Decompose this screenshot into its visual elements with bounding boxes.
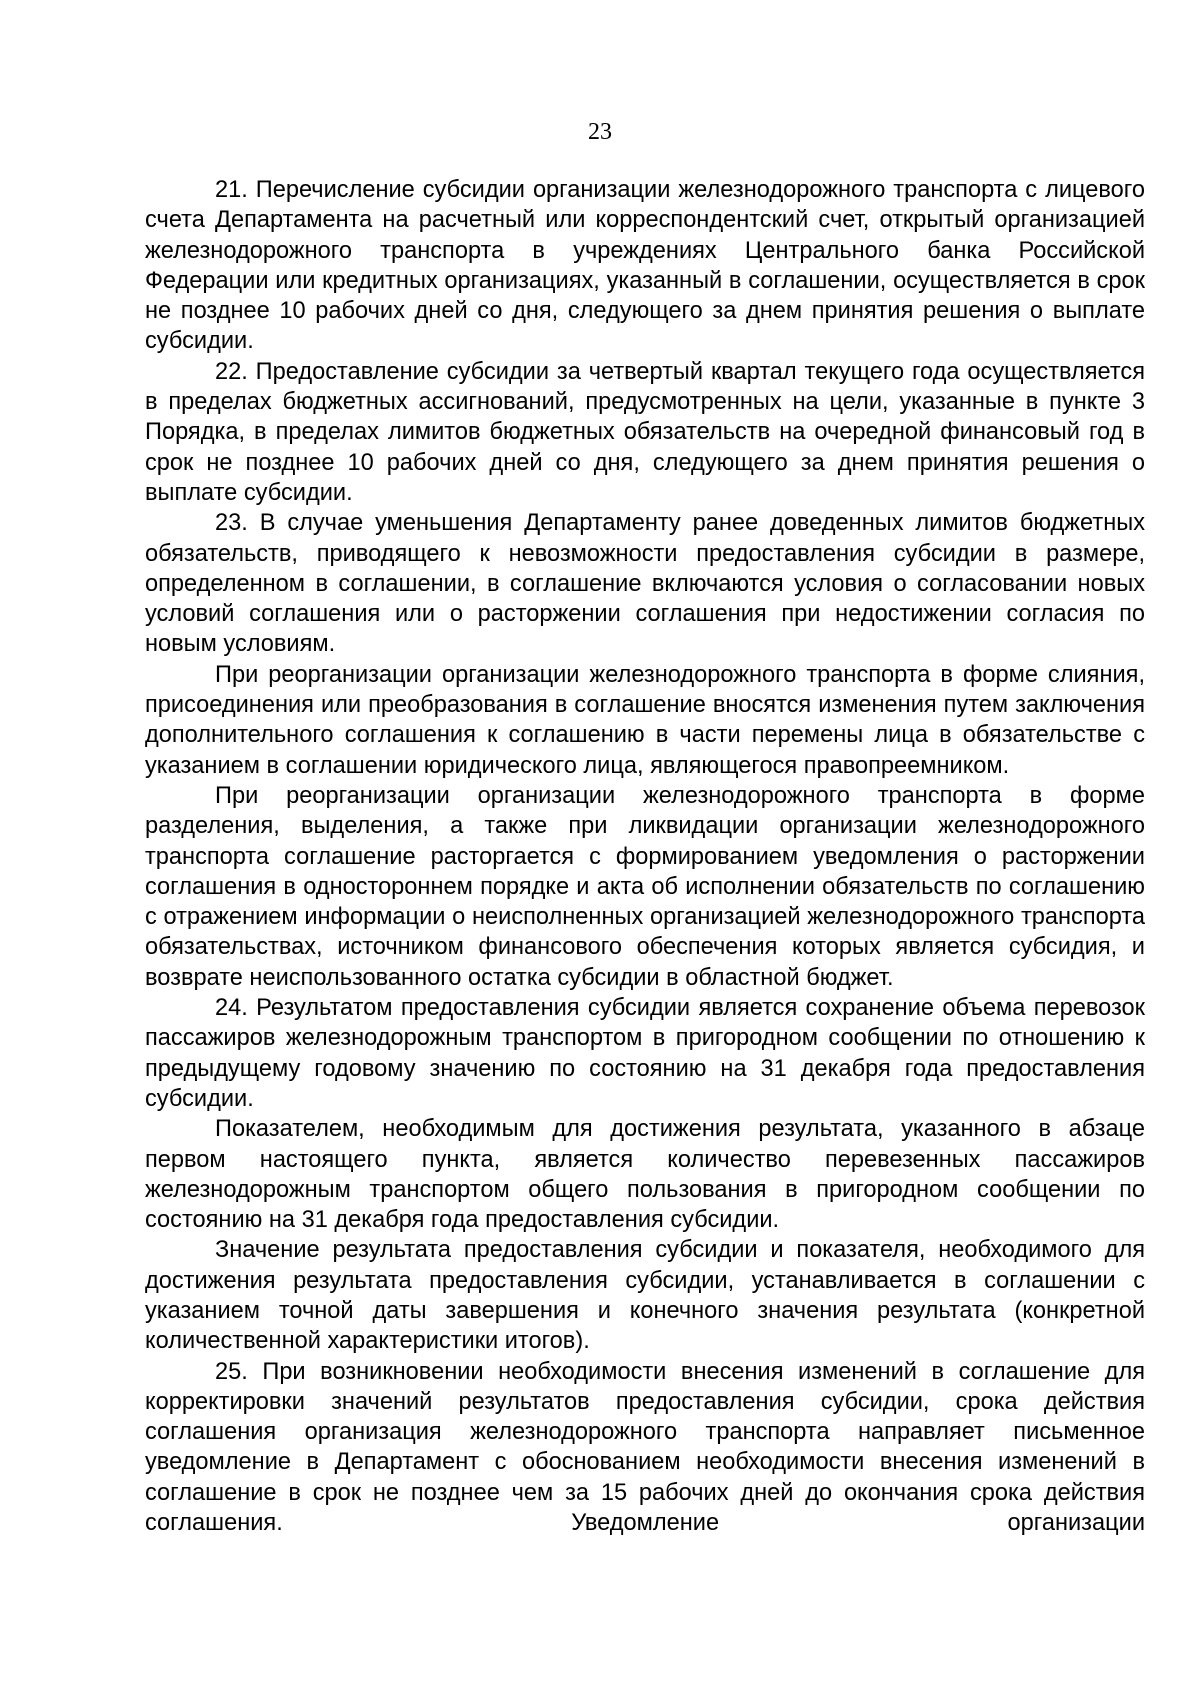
- document-body: [145, 175, 1145, 1538]
- paragraph-21: 21. Перечисление субсидии организации железнодорожного транспорта с лицевого счета Департамента на расчетный или корреспондентский счет, открытый организацией железнодорожного транспорта в учреждениях Центрального банка Российской Федерации или кредитных организациях, указанный в соглашении, осуществляется в срок не позднее 10 рабочих дней со дня, следующего за днем принятия решения о выплате субсидии.: [145, 177, 1145, 355]
- paragraph-24-indicator: Показателем, необходимым для достижения результата, указанного в абзаце первом настоящего пункта, является количество перевезенных пассажиров железнодорожным транспортом общего пользования в пригородном сообщении по состоянию на 31 декабря года предоставления субсидии.: [145, 1116, 1145, 1234]
- paragraph-24: 24. Результатом предоставления субсидии является сохранение объема перевозок пассажиров железнодорожным транспортом в пригородном сообщении по отношению к предыдущему годовому значению по состоянию на 31 декабря года предоставления субсидии.: [145, 995, 1145, 1112]
- paragraph-22: 22. Предоставление субсидии за четвертый квартал текущего года осуществляется в пределах бюджетных ассигнований, предусмотренных на цели, указанные в пункте 3 Порядка, в пределах лимитов бюджетных обязательств на очередной финансовый год в срок не позднее 10 рабочих дней со дня, следующего за днем принятия решения о выплате субсидии.: [145, 358, 1145, 506]
- paragraph-23-merger: При реорганизации организации железнодорожного транспорта в форме слияния, присоединения или преобразования в соглашение вносятся изменения путем заключения дополнительного соглашения к соглашению в части перемены лица в обязательстве с указанием в соглашении юридического лица, являющегося правопреемником.: [145, 661, 1145, 779]
- paragraph-24-value: Значение результата предоставления субсидии и показателя, необходимого для достижения результата предоставления субсидии, устанавливается в соглашении с указанием точной даты завершения и конечного значения результата (конкретной количественной характеристики итогов).: [145, 1237, 1145, 1355]
- paragraph-23: 23. В случае уменьшения Департаменту ранее доведенных лимитов бюджетных обязательств, приводящего к невозможности предоставления субсидии в размере, определенном в соглашении, в соглашение включаются условия о согласовании новых условий соглашения или о расторжении соглашения при недостижении согласия по новым условиям.: [145, 510, 1145, 658]
- page-number: 23: [588, 119, 612, 145]
- paragraph-25: 25. При возникновении необходимости внесения изменений в соглашение для корректировки значений результатов предоставления субсидии, срока действия соглашения организация железнодорожного транспорта направляет письменное уведомление в Департамент с обоснованием необходимости внесения изменений в соглашение в срок не позднее чем за 15 рабочих дней до окончания срока действия соглашения. Уведомление организации: [145, 1358, 1145, 1537]
- paragraph-23-division: При реорганизации организации железнодорожного транспорта в форме разделения, выделения, а также при ликвидации организации железнодорожного транспорта соглашение расторгается с формированием уведомления о расторжении соглашения в одностороннем порядке и акта об исполнении обязательств по соглашению с отражением информации о неисполненных организацией железнодорожного транспорта обязательствах, источником финансового обеспечения которых является субсидия, и возврате неиспользованного остатка субсидии в областной бюджет.: [145, 782, 1145, 991]
